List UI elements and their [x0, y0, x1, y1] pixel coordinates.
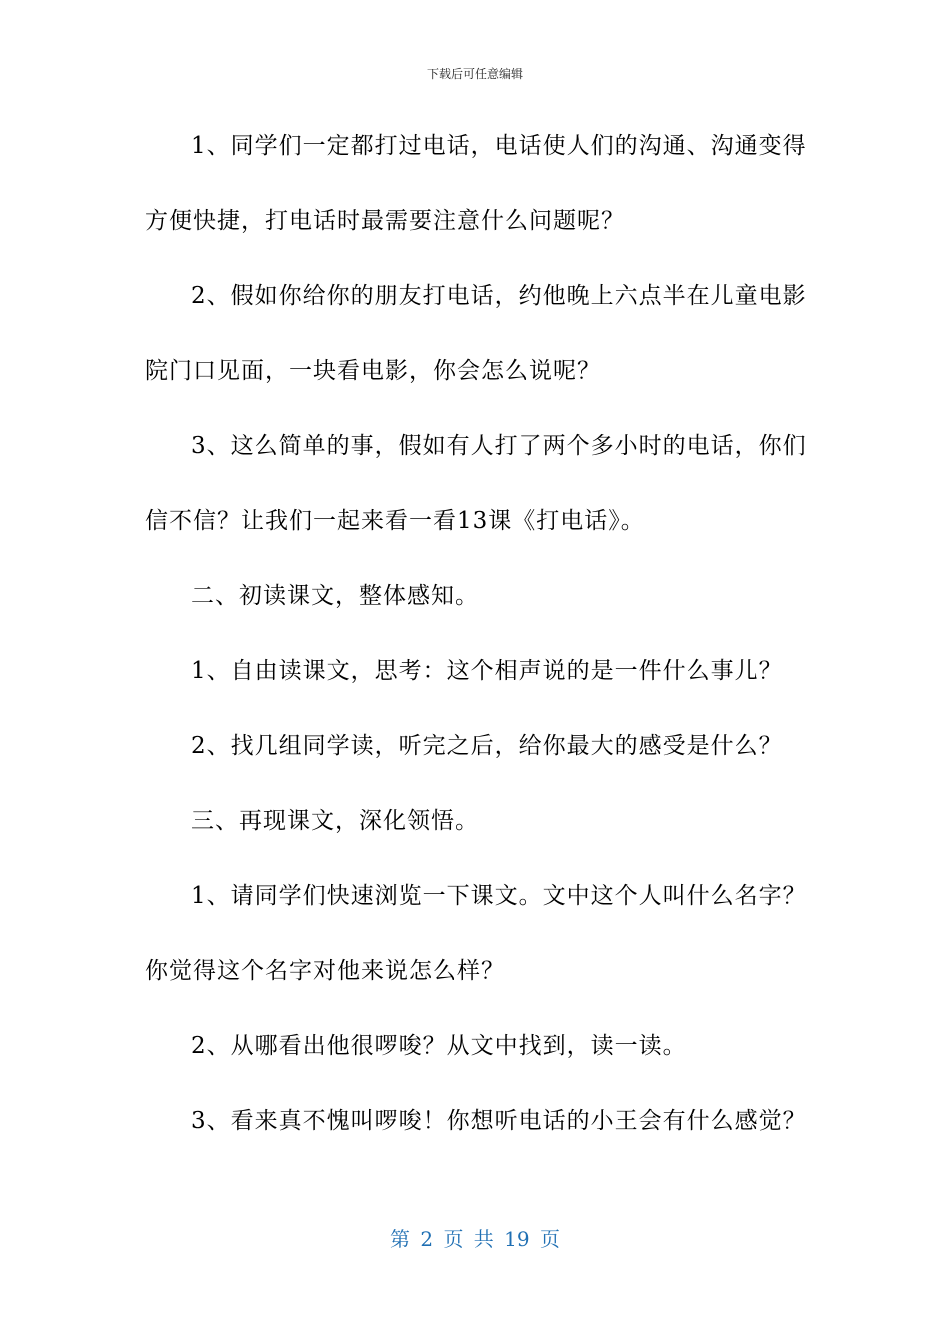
paragraph-line: 1、同学们一定都打过电话，电话使人们的沟通、沟通变得	[191, 133, 807, 159]
paragraph-line: 你觉得这个名字对他来说怎么样？	[145, 958, 505, 984]
section-heading: 二、初读课文，整体感知。	[191, 583, 479, 609]
page-header: 下载后可任意编辑	[426, 67, 523, 81]
section-heading: 三、再现课文，深化领悟。	[191, 808, 479, 834]
paragraph-line: 2、从哪看出他很啰唆？从文中找到，读一读。	[191, 1033, 687, 1059]
paragraph-line: 2、找几组同学读，听完之后，给你最大的感受是什么？	[191, 733, 783, 759]
paragraph-line: 方便快捷，打电话时最需要注意什么问题呢？	[145, 208, 625, 234]
page-number-footer: 第 2 页 共 19 页	[390, 1227, 560, 1251]
paragraph-line: 3、这么简单的事，假如有人打了两个多小时的电话，你们	[191, 433, 807, 459]
paragraph-line: 2、假如你给你的朋友打电话，约他晚上六点半在儿童电影	[191, 283, 807, 309]
paragraph-line: 3、看来真不愧叫啰唆！你想听电话的小王会有什么感觉？	[191, 1108, 807, 1134]
paragraph-line: 信不信？让我们一起来看一看13课《打电话》。	[145, 508, 645, 534]
paragraph-line: 1、自由读课文，思考：这个相声说的是一件什么事儿？	[191, 658, 783, 684]
paragraph-line: 1、请同学们快速浏览一下课文。文中这个人叫什么名字？	[191, 883, 807, 909]
document-body	[145, 126, 805, 1176]
paragraph-line: 院门口见面，一块看电影，你会怎么说呢？	[145, 358, 601, 384]
